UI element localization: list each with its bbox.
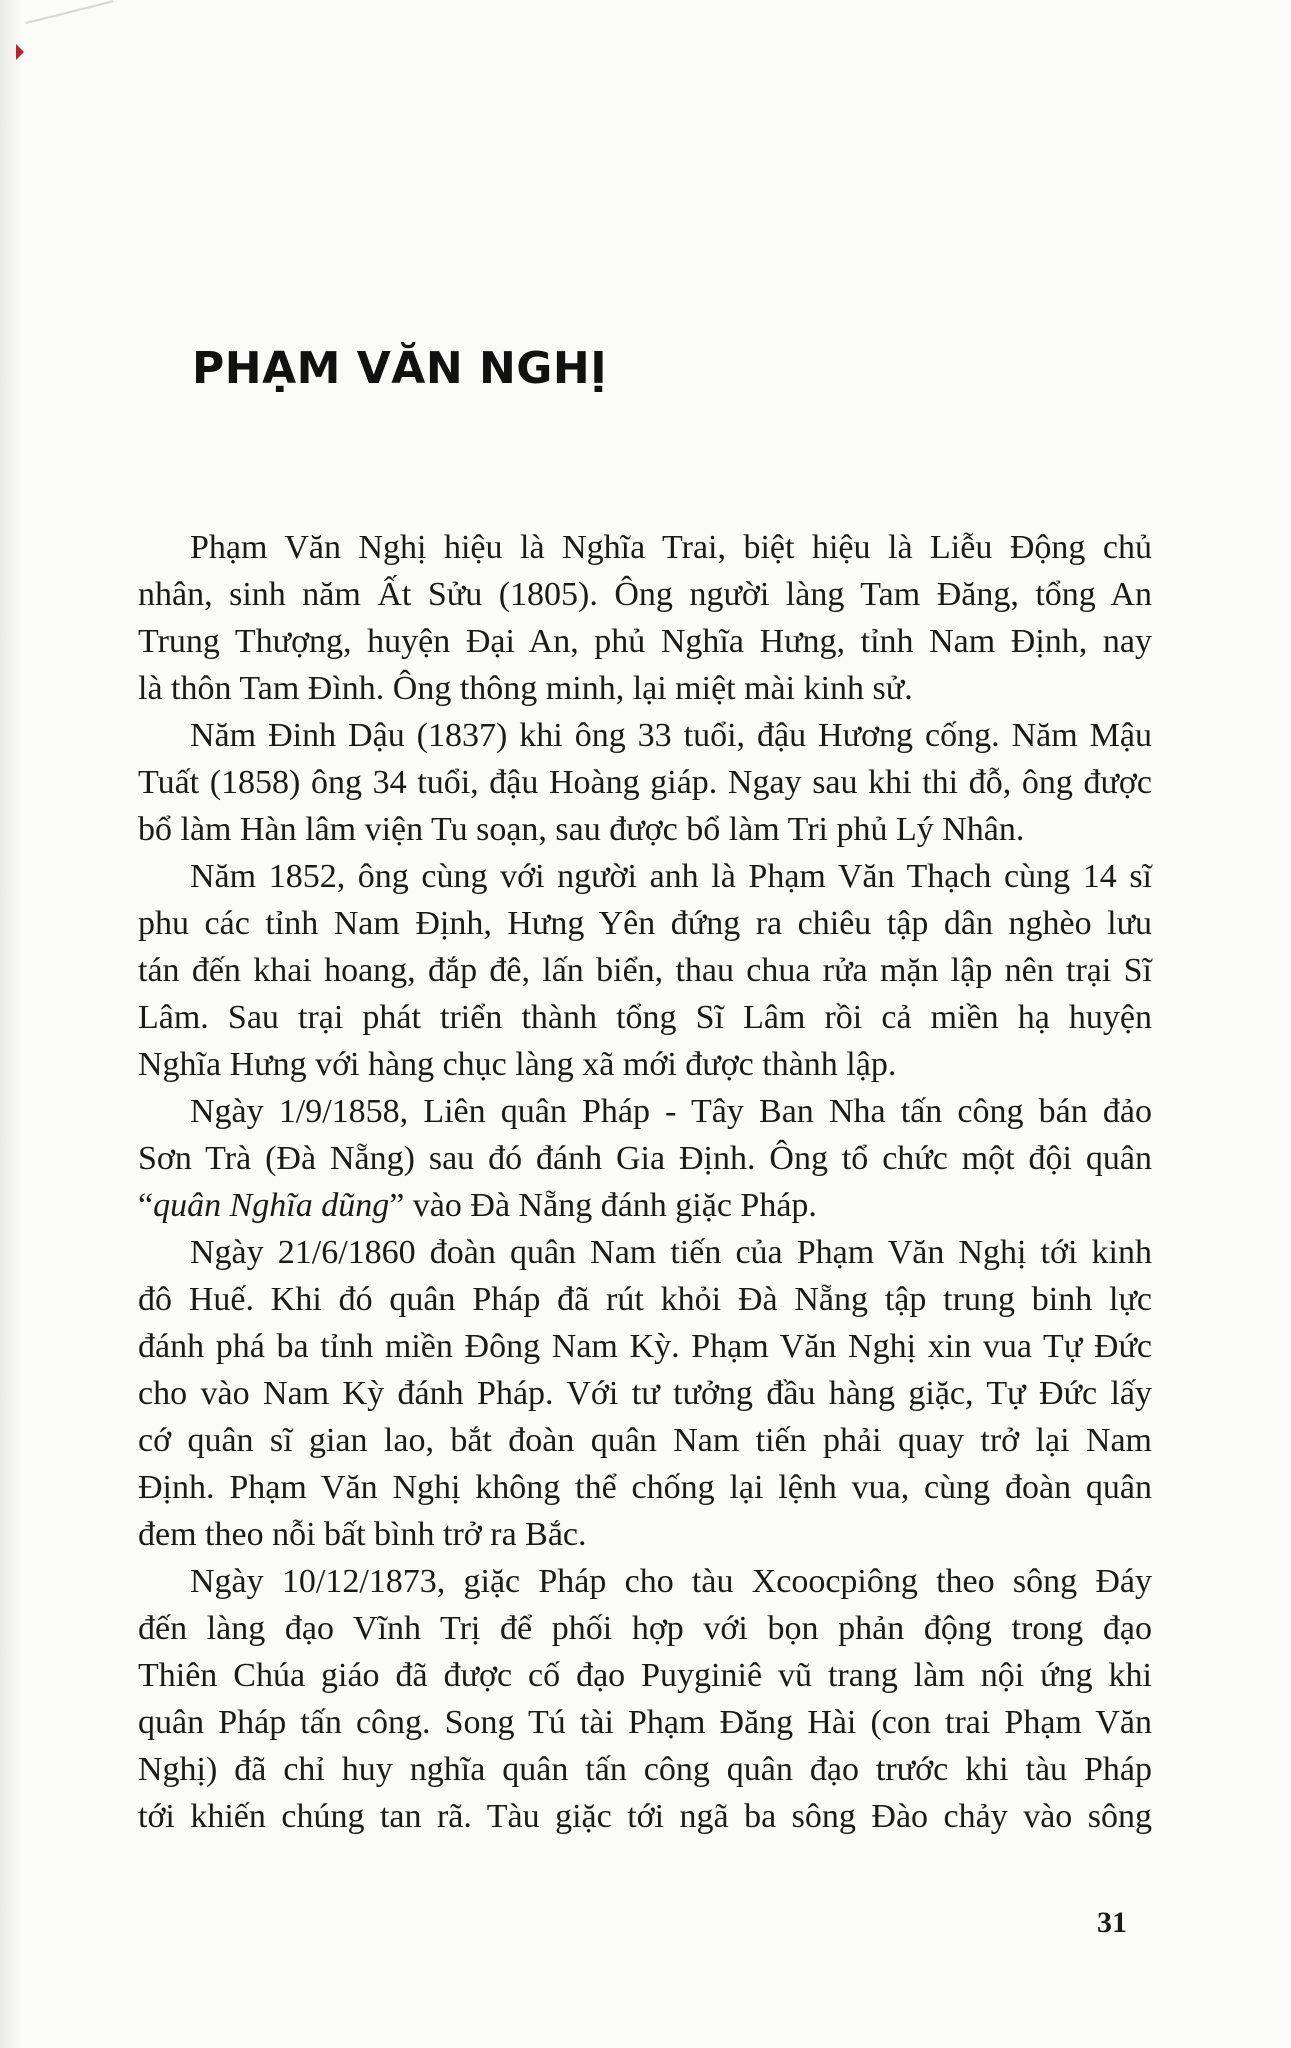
text-line: Năm 1852, ông cùng với người anh là Phạm Văn Thạch cùng 14 sĩ bbox=[190, 858, 1152, 895]
text-line: phu các tỉnh Nam Định, Hưng Yên đứng ra chiêu tập dân nghèo lưu bbox=[138, 905, 1152, 942]
text-line: Trung Thượng, huyện Đại An, phủ Nghĩa Hưng, tỉnh Nam Định, nay bbox=[138, 623, 1152, 660]
text-line: Sơn Trà (Đà Nẵng) sau đó đánh Gia Định. Ông tổ chức một đội quân bbox=[138, 1140, 1152, 1177]
text-line: Nghĩa Hưng với hàng chục làng xã mới được thành lập. bbox=[138, 1046, 897, 1083]
text-line: bổ làm Hàn lâm viện Tu soạn, sau được bổ làm Tri phủ Lý Nhân. bbox=[138, 811, 1025, 848]
text-line: Lâm. Sau trại phát triển thành tổng Sĩ Lâm rồi cả miền hạ huyện bbox=[138, 999, 1152, 1036]
text-line: quân Pháp tấn công. Song Tú tài Phạm Đăng Hài (con trai Phạm Văn bbox=[138, 1704, 1152, 1741]
text-line: Ngày 21/6/1860 đoàn quân Nam tiến của Phạm Văn Nghị tới kinh bbox=[190, 1234, 1152, 1271]
text-line: đô Huế. Khi đó quân Pháp đã rút khỏi Đà Nẵng tập trung binh lực bbox=[138, 1281, 1152, 1318]
text-line: tới khiến chúng tan rã. Tàu giặc tới ngã ba sông Đào chảy vào sông bbox=[138, 1798, 1152, 1835]
text-line: Định. Phạm Văn Nghị không thể chống lại lệnh vua, cùng đoàn quân bbox=[138, 1469, 1152, 1506]
text-line: Ngày 10/12/1873, giặc Pháp cho tàu Xcoocpiông theo sông Đáy bbox=[190, 1563, 1152, 1600]
text-line: cớ quân sĩ gian lao, bắt đoàn quân Nam tiến phải quay trở lại Nam bbox=[138, 1422, 1152, 1459]
body-text bbox=[138, 524, 1152, 1840]
text-line: tán đến khai hoang, đắp đê, lấn biển, thau chua rửa mặn lập nên trại Sĩ bbox=[138, 952, 1152, 989]
text-line: Năm Đinh Dậu (1837) khi ông 33 tuổi, đậu Hương cống. Năm Mậu bbox=[190, 717, 1152, 754]
chapter-title: PHẠM VĂN NGHỊ bbox=[192, 343, 608, 394]
text-line: đến làng đạo Vĩnh Trị để phối hợp với bọn phản động trong đạo bbox=[138, 1610, 1152, 1647]
bookmark-marker-icon bbox=[16, 44, 24, 60]
corner-scratch bbox=[26, 0, 114, 24]
text-line: Nghị) đã chỉ huy nghĩa quân tấn công quân đạo trước khi tàu Pháp bbox=[138, 1751, 1152, 1788]
text-line: “quân Nghĩa dũng” vào Đà Nẵng đánh giặc Pháp. bbox=[138, 1187, 817, 1224]
paragraph bbox=[138, 1558, 1152, 1840]
paragraph bbox=[138, 1088, 1152, 1229]
text-line: đem theo nỗi bất bình trở ra Bắc. bbox=[138, 1516, 587, 1553]
text-line: Thiên Chúa giáo đã được cố đạo Puyginiê vũ trang làm nội ứng khi bbox=[138, 1657, 1152, 1694]
text-line: là thôn Tam Đình. Ông thông minh, lại miệt mài kinh sử. bbox=[138, 670, 913, 707]
page-number: 31 bbox=[1097, 1906, 1127, 1939]
text-line: Ngày 1/9/1858, Liên quân Pháp - Tây Ban Nha tấn công bán đảo bbox=[190, 1093, 1152, 1130]
text-line: nhân, sinh năm Ất Sửu (1805). Ông người làng Tam Đăng, tổng An bbox=[138, 576, 1152, 613]
paragraph bbox=[138, 524, 1152, 712]
paragraph bbox=[138, 712, 1152, 853]
text-line: đánh phá ba tỉnh miền Đông Nam Kỳ. Phạm Văn Nghị xin vua Tự Đức bbox=[138, 1328, 1152, 1365]
paragraph bbox=[138, 1229, 1152, 1558]
text-line: Phạm Văn Nghị hiệu là Nghĩa Trai, biệt hiệu là Liễu Động chủ bbox=[190, 529, 1152, 566]
text-line: cho vào Nam Kỳ đánh Pháp. Với tư tưởng đầu hàng giặc, Tự Đức lấy bbox=[138, 1375, 1152, 1412]
text-line: Tuất (1858) ông 34 tuổi, đậu Hoàng giáp. Ngay sau khi thi đỗ, ông được bbox=[138, 764, 1152, 801]
paragraph bbox=[138, 853, 1152, 1088]
page-binding-edge bbox=[0, 0, 22, 2048]
